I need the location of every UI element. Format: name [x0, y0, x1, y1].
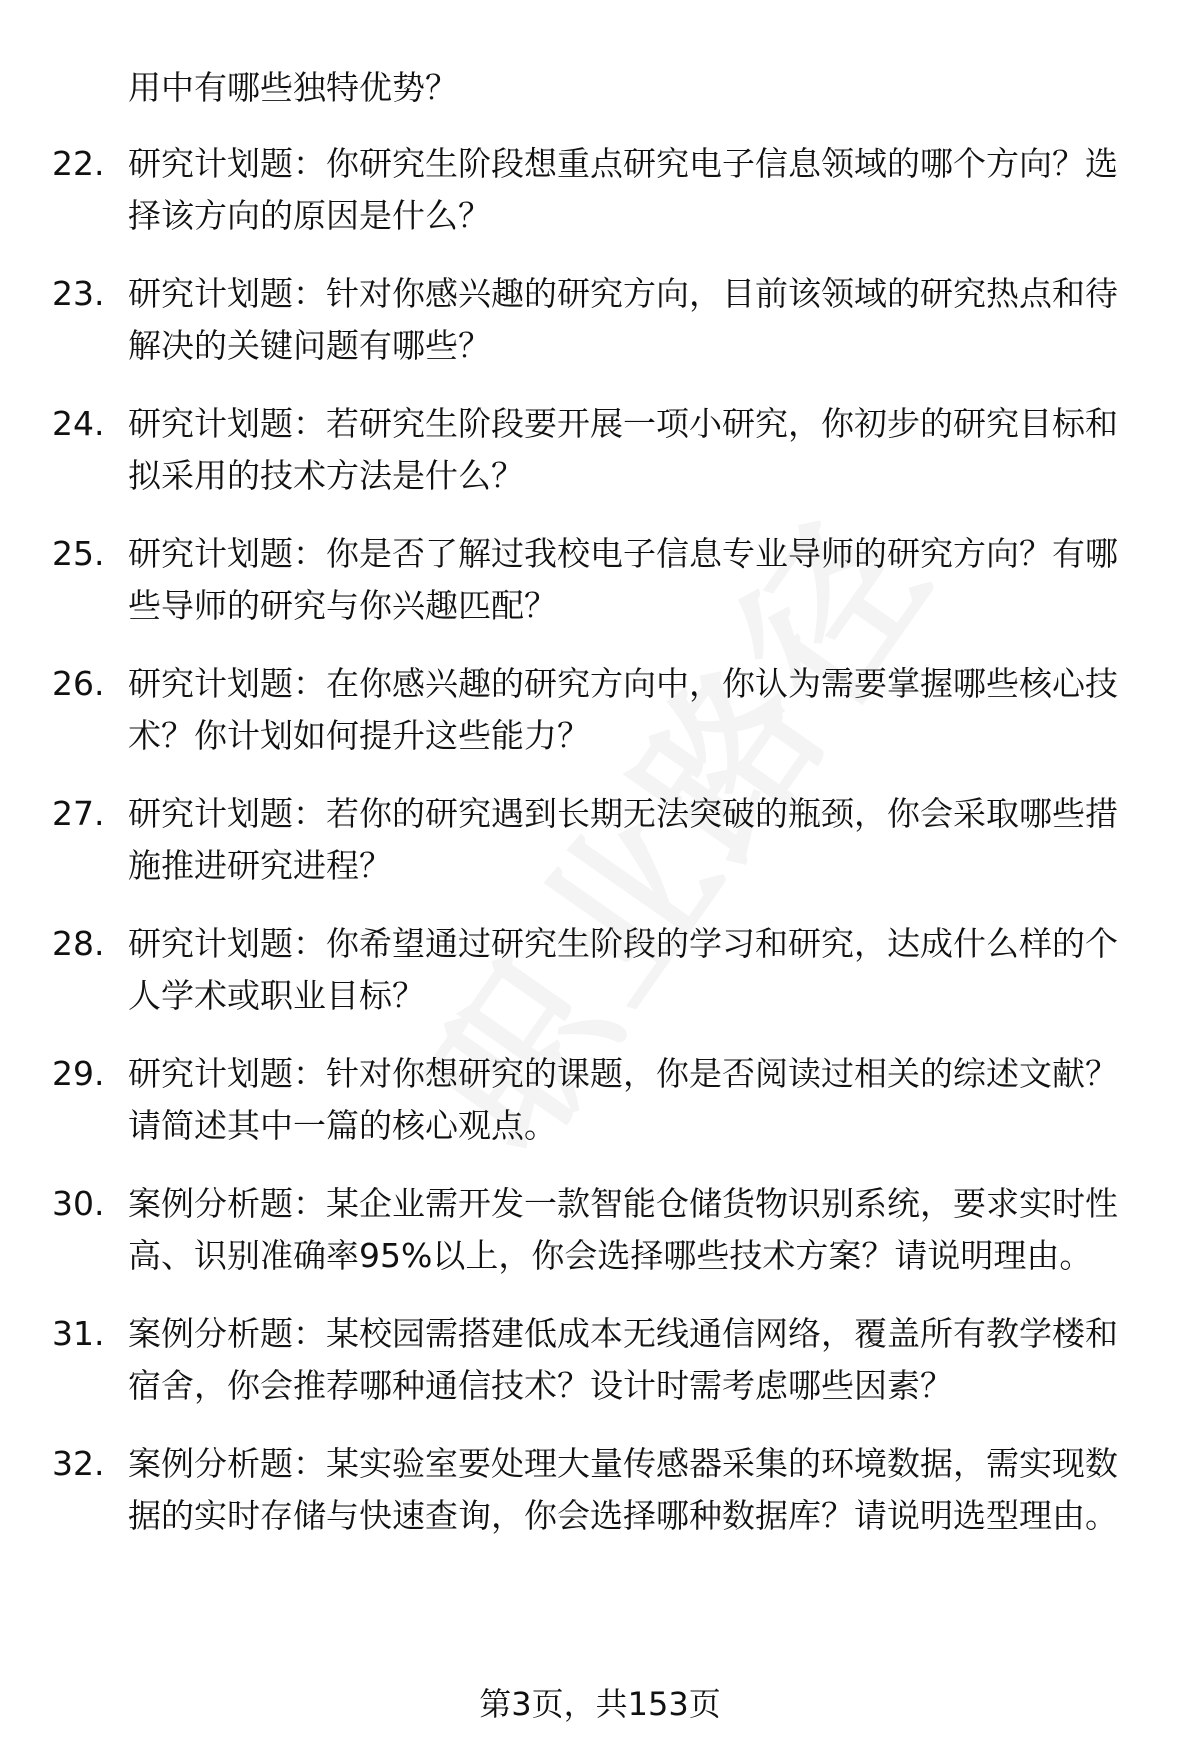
question-item	[0, 658, 1200, 762]
question-number: 25.	[52, 534, 105, 573]
question-number: 24.	[52, 404, 105, 443]
question-item	[0, 788, 1200, 892]
question-number: 27.	[52, 794, 105, 833]
continued-question-text: 用中有哪些独特优势？	[128, 68, 458, 107]
question-number: 28.	[52, 924, 105, 963]
question-item	[0, 528, 1200, 632]
question-item	[0, 1048, 1200, 1152]
question-item	[0, 1438, 1200, 1542]
question-item	[0, 918, 1200, 1022]
question-number: 31.	[52, 1314, 105, 1353]
question-number: 26.	[52, 664, 105, 703]
question-text: 研究计划题：若你的研究遇到长期无法突破的瓶颈，你会采取哪些措施推进研究进程？	[128, 794, 1118, 885]
question-item	[0, 268, 1200, 372]
question-item	[0, 398, 1200, 502]
page-footer	[0, 1682, 1200, 1726]
question-text: 研究计划题：在你感兴趣的研究方向中，你认为需要掌握哪些核心技术？你计划如何提升这些能力？	[128, 664, 1118, 755]
question-text: 案例分析题：某实验室要处理大量传感器采集的环境数据，需实现数据的实时存储与快速查询，你会选择哪种数据库？请说明选型理由。	[128, 1444, 1118, 1535]
question-text: 研究计划题：你研究生阶段想重点研究电子信息领域的哪个方向？选择该方向的原因是什么？	[128, 144, 1118, 235]
question-number: 29.	[52, 1054, 105, 1093]
question-text: 研究计划题：你希望通过研究生阶段的学习和研究，达成什么样的个人学术或职业目标？	[128, 924, 1118, 1015]
question-text: 研究计划题：若研究生阶段要开展一项小研究，你初步的研究目标和拟采用的技术方法是什么？	[128, 404, 1118, 495]
question-number: 32.	[52, 1444, 105, 1483]
question-item	[0, 1308, 1200, 1412]
question-text: 研究计划题：你是否了解过我校电子信息专业导师的研究方向？有哪些导师的研究与你兴趣匹配？	[128, 534, 1118, 625]
question-text: 案例分析题：某企业需开发一款智能仓储货物识别系统，要求实时性高、识别准确率95%以上，你会选择哪些技术方案？请说明理由。	[128, 1184, 1118, 1275]
question-item	[0, 1178, 1200, 1282]
question-number: 30.	[52, 1184, 105, 1223]
question-list	[0, 138, 1200, 1568]
question-item	[0, 138, 1200, 242]
page-number-label: 第3页，共153页	[479, 1685, 721, 1723]
question-number: 23.	[52, 274, 105, 313]
question-text: 研究计划题：针对你感兴趣的研究方向，目前该领域的研究热点和待解决的关键问题有哪些？	[128, 274, 1118, 365]
question-number: 22.	[52, 144, 105, 183]
question-text: 案例分析题：某校园需搭建低成本无线通信网络，覆盖所有教学楼和宿舍，你会推荐哪种通信技术？设计时需考虑哪些因素？	[128, 1314, 1118, 1405]
question-text: 研究计划题：针对你想研究的课题，你是否阅读过相关的综述文献？请简述其中一篇的核心观点。	[128, 1054, 1118, 1145]
